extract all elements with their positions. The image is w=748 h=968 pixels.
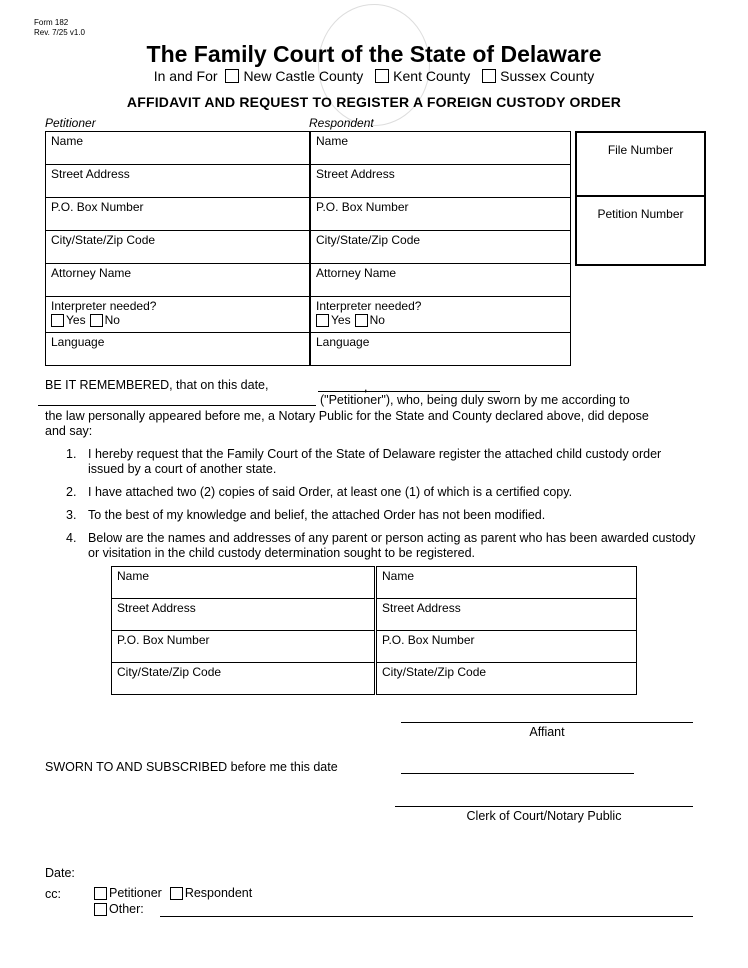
date-label: Date:: [45, 866, 75, 880]
remembered-rest: , that on this date,: [169, 378, 269, 392]
petitioner-name-field[interactable]: Name: [46, 132, 310, 165]
custodian-2-city-field[interactable]: City/State/Zip Code: [377, 663, 637, 695]
respondent-interpreter-no-checkbox[interactable]: [355, 314, 368, 327]
petitioner-no-label: No: [104, 313, 120, 327]
respondent-city-field[interactable]: City/State/Zip Code: [311, 231, 571, 264]
cc-petitioner-label: Petitioner: [109, 886, 162, 900]
respondent-interpreter-label: Interpreter needed?: [316, 299, 422, 313]
petitioner-yes-label: Yes: [66, 313, 86, 327]
custodian-1-pobox-field[interactable]: P.O. Box Number: [112, 631, 375, 663]
clerk-signature-line[interactable]: [395, 806, 693, 807]
item-2-text: I have attached two (2) copies of said Order, at least one (1) of which is a certified copy.: [88, 485, 573, 499]
affiant-signature-line[interactable]: [401, 722, 693, 723]
petitioner-attorney-field[interactable]: Attorney Name: [46, 264, 310, 297]
respondent-yes-label: Yes: [331, 313, 351, 327]
item-1-text: I hereby request that the Family Court of the State of Delaware register the attached child custody order issued by a court of another state.: [88, 447, 662, 476]
petitioner-city-field[interactable]: City/State/Zip Code: [46, 231, 310, 264]
law-line: the law personally appeared before me, a Notary Public for the State and County declared above, did depose: [45, 409, 649, 423]
petitioner-interpreter-label: Interpreter needed?: [51, 299, 157, 313]
item-2-number: 2.: [66, 485, 77, 499]
remembered-line: [45, 378, 268, 393]
form-revision: Rev. 7/25 v1.0: [34, 28, 85, 37]
cc-other-label: Other:: [109, 902, 144, 916]
respondent-interpreter-yes-checkbox[interactable]: [316, 314, 329, 327]
petitioner-interpreter-yes-checkbox[interactable]: [51, 314, 64, 327]
custodian-2-pobox-field[interactable]: P.O. Box Number: [377, 631, 637, 663]
form-subtitle: AFFIDAVIT AND REQUEST TO REGISTER A FOREIGN CUSTODY ORDER: [126, 94, 622, 110]
remembered-lead: BE IT REMEMBERED: [45, 378, 170, 392]
petition-number-field[interactable]: Petition Number: [597, 207, 684, 221]
petitioner-interpreter-cell: [46, 297, 310, 333]
cc-row-2: [94, 902, 144, 917]
in-and-for-label: In and For: [153, 68, 218, 84]
cc-row-1: [94, 886, 252, 901]
page-title: The Family Court of the State of Delaware: [146, 41, 602, 67]
petitioner-pobox-field[interactable]: P.O. Box Number: [46, 198, 310, 231]
sussex-checkbox[interactable]: [482, 69, 496, 83]
respondent-language-field[interactable]: Language: [311, 332, 571, 365]
item-4-number: 4.: [66, 531, 77, 545]
sussex-label: Sussex County: [500, 68, 595, 84]
custodian-left-table: [111, 566, 375, 695]
cc-label: cc:: [45, 887, 61, 901]
new-castle-checkbox[interactable]: [225, 69, 239, 83]
kent-checkbox[interactable]: [375, 69, 389, 83]
sworn-text: SWORN TO AND SUBSCRIBED before me this date: [45, 760, 338, 774]
item-4-text: Below are the names and addresses of any parent or person acting as parent who has been awarded custody or visitation in the child custody determination sought to be registered.: [88, 531, 696, 560]
custodian-2-street-field[interactable]: Street Address: [377, 599, 637, 631]
petitioner-name-blank[interactable]: [38, 405, 316, 406]
and-say: and say:: [45, 424, 93, 438]
respondent-attorney-field[interactable]: Attorney Name: [311, 264, 571, 297]
petitioner-header: Petitioner: [45, 116, 96, 130]
clerk-label: Clerk of Court/Notary Public: [466, 809, 622, 823]
petitioner-interpreter-no-checkbox[interactable]: [90, 314, 103, 327]
affiant-label: Affiant: [529, 725, 565, 739]
form-number: Form 182: [34, 18, 69, 27]
county-selector: [0, 68, 748, 84]
petitioner-clause: ("Petitioner"), who, being duly sworn by me according to: [320, 393, 630, 407]
item-1-number: 1.: [66, 447, 77, 461]
petitioner-language-field[interactable]: Language: [46, 332, 310, 365]
petitioner-street-field[interactable]: Street Address: [46, 165, 310, 198]
cc-respondent-label: Respondent: [184, 886, 253, 900]
cc-petitioner-checkbox[interactable]: [94, 887, 107, 900]
kent-label: Kent County: [393, 68, 471, 84]
respondent-no-label: No: [369, 313, 385, 327]
custodian-1-street-field[interactable]: Street Address: [112, 599, 375, 631]
respondent-header: Respondent: [309, 116, 374, 130]
sworn-date-line[interactable]: [401, 773, 634, 774]
item-3-text: To the best of my knowledge and belief, the attached Order has not been modified.: [88, 508, 546, 522]
custodian-right-table: [376, 566, 637, 695]
new-castle-label: New Castle County: [243, 68, 364, 84]
date-blank[interactable]: [318, 391, 500, 392]
petitioner-table: [45, 131, 310, 366]
cc-other-line[interactable]: [160, 916, 693, 917]
respondent-pobox-field[interactable]: P.O. Box Number: [311, 198, 571, 231]
remembered-comma: ,: [364, 380, 368, 394]
respondent-table: [310, 131, 571, 366]
file-number-field[interactable]: File Number: [577, 133, 704, 197]
respondent-interpreter-cell: [311, 297, 571, 333]
custodian-2-name-field[interactable]: Name: [377, 567, 637, 599]
item-3-number: 3.: [66, 508, 77, 522]
cc-other-checkbox[interactable]: [94, 903, 107, 916]
case-number-box: [575, 131, 706, 266]
respondent-name-field[interactable]: Name: [311, 132, 571, 165]
respondent-street-field[interactable]: Street Address: [311, 165, 571, 198]
custodian-1-name-field[interactable]: Name: [112, 567, 375, 599]
cc-respondent-checkbox[interactable]: [170, 887, 183, 900]
custodian-1-city-field[interactable]: City/State/Zip Code: [112, 663, 375, 695]
